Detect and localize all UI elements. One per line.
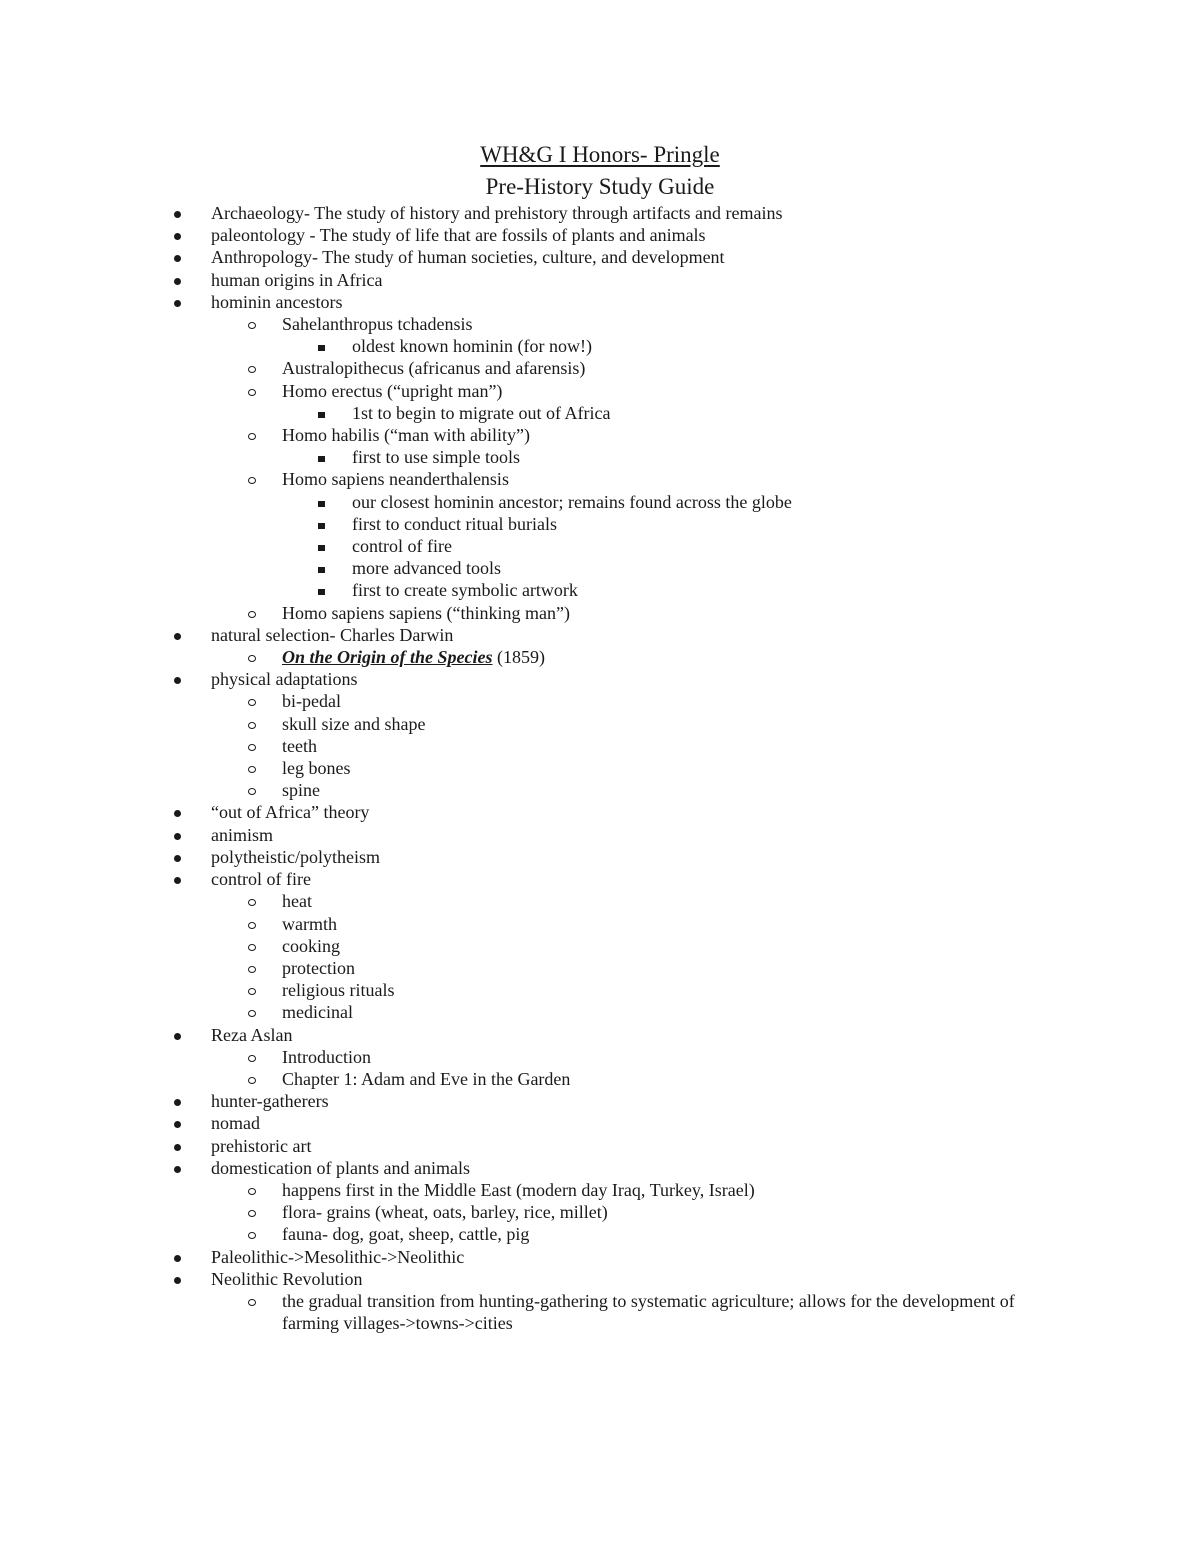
outline-item-text: first to create symbolic artwork: [352, 580, 578, 601]
outline-item-text: protection: [282, 957, 355, 978]
hollow-circle-bullet-icon: [248, 1232, 256, 1239]
filled-circle-bullet-icon: [174, 1166, 181, 1173]
hollow-circle-bullet-icon: [248, 366, 256, 373]
hollow-circle-bullet-icon: [248, 389, 256, 396]
hollow-circle-bullet-icon: [248, 1055, 256, 1062]
filled-circle-bullet-icon: [174, 300, 181, 307]
filled-circle-bullet-icon: [174, 833, 181, 840]
filled-circle-bullet-icon: [174, 877, 181, 884]
filled-circle-bullet-icon: [174, 1033, 181, 1040]
outline-item-text: paleontology - The study of life that are fossils of plants and animals: [211, 225, 706, 246]
outline-item-level-2: [0, 913, 1200, 935]
outline-item-level-2: [0, 979, 1200, 1001]
outline-item-level-1: [0, 824, 1200, 846]
outline-item-level-3: [0, 557, 1200, 579]
square-bullet-icon: [318, 501, 325, 507]
outline-item-level-1: [0, 1090, 1200, 1112]
filled-circle-bullet-icon: [174, 633, 181, 640]
hollow-circle-bullet-icon: [248, 766, 256, 773]
outline-item-text: teeth: [282, 735, 317, 756]
square-bullet-icon: [318, 345, 325, 351]
filled-circle-bullet-icon: [174, 677, 181, 684]
outline-item-level-1: [0, 1157, 1200, 1179]
outline-item-level-1: [0, 801, 1200, 823]
outline-item-level-2: [0, 1201, 1200, 1223]
outline-item-text: cooking: [282, 935, 340, 956]
outline-item-level-2: [0, 1068, 1200, 1090]
outline-item-text: fauna- dog, goat, sheep, cattle, pig: [282, 1224, 530, 1245]
outline-item-text: happens first in the Middle East (modern day Iraq, Turkey, Israel): [282, 1179, 755, 1200]
filled-circle-bullet-icon: [174, 1277, 181, 1284]
outline-item-text: flora- grains (wheat, oats, barley, rice, millet): [282, 1202, 608, 1223]
outline-item-level-2: [0, 468, 1200, 490]
hollow-circle-bullet-icon: [248, 1077, 256, 1084]
outline-item-level-3: [0, 579, 1200, 601]
outline-item-text: Homo habilis (“man with ability”): [282, 425, 530, 446]
study-guide-outline: [0, 202, 1200, 1334]
outline-item-text: more advanced tools: [352, 558, 501, 579]
hollow-circle-bullet-icon: [248, 722, 256, 729]
outline-item-level-2: [0, 713, 1200, 735]
outline-item-text: animism: [211, 824, 273, 845]
hollow-circle-bullet-icon: [248, 1299, 256, 1306]
hollow-circle-bullet-icon: [248, 1010, 256, 1017]
outline-item-level-1: [0, 1112, 1200, 1134]
outline-item-text: hominin ancestors: [211, 291, 343, 312]
filled-circle-bullet-icon: [174, 855, 181, 862]
hollow-circle-bullet-icon: [248, 433, 256, 440]
outline-item-level-2: [0, 313, 1200, 335]
outline-item-level-1: [0, 291, 1200, 313]
outline-item-text: bi-pedal: [282, 691, 341, 712]
square-bullet-icon: [318, 523, 325, 529]
outline-item-level-1: [0, 202, 1200, 224]
square-bullet-icon: [318, 412, 325, 418]
outline-item-text: “out of Africa” theory: [211, 802, 370, 823]
outline-item-text: Anthropology- The study of human societies, culture, and development: [211, 247, 725, 268]
hollow-circle-bullet-icon: [248, 966, 256, 973]
outline-item-text: Paleolithic->Mesolithic->Neolithic: [211, 1246, 465, 1267]
outline-item-text: first to use simple tools: [352, 447, 520, 468]
outline-item-level-1: [0, 624, 1200, 646]
outline-item-level-3: [0, 513, 1200, 535]
outline-item-text: warmth: [282, 913, 337, 934]
hollow-circle-bullet-icon: [248, 744, 256, 751]
outline-item-level-2: [0, 779, 1200, 801]
filled-circle-bullet-icon: [174, 1144, 181, 1151]
outline-item-level-1: [0, 1246, 1200, 1268]
hollow-circle-bullet-icon: [248, 988, 256, 995]
outline-item-text: Reza Aslan: [211, 1024, 293, 1045]
outline-item-level-2: [0, 602, 1200, 624]
outline-item-text: hunter-gatherers: [211, 1091, 329, 1112]
outline-item-level-2: [0, 757, 1200, 779]
outline-item-level-2: [0, 646, 1200, 668]
outline-item-level-1: [0, 269, 1200, 291]
outline-item-text: (1859): [492, 647, 546, 668]
hollow-circle-bullet-icon: [248, 1188, 256, 1195]
outline-item-level-3: [0, 402, 1200, 424]
outline-item-text: Introduction: [282, 1046, 371, 1067]
page-title: WH&G I Honors- Pringle: [480, 142, 720, 167]
outline-item-level-1: [0, 224, 1200, 246]
outline-item-text: the gradual transition from hunting-gathering to systematic agriculture; allows for the development of farming villages->towns->cities: [282, 1290, 1015, 1334]
outline-item-text: oldest known hominin (for now!): [352, 336, 592, 357]
outline-item-level-2: [0, 957, 1200, 979]
outline-item-level-2: [0, 1001, 1200, 1023]
outline-item-level-2: [0, 690, 1200, 712]
outline-item-text: spine: [282, 780, 320, 801]
outline-item-text: religious rituals: [282, 980, 395, 1001]
hollow-circle-bullet-icon: [248, 322, 256, 329]
filled-circle-bullet-icon: [174, 278, 181, 285]
outline-item-text: nomad: [211, 1113, 260, 1134]
outline-item-text: leg bones: [282, 758, 351, 779]
outline-item-text: polytheistic/polytheism: [211, 846, 380, 867]
outline-item-level-2: [0, 357, 1200, 379]
filled-circle-bullet-icon: [174, 1099, 181, 1106]
outline-item-text: Homo erectus (“upright man”): [282, 380, 503, 401]
filled-circle-bullet-icon: [174, 810, 181, 817]
outline-item-level-1: [0, 1268, 1200, 1290]
outline-item-level-3: [0, 491, 1200, 513]
outline-item-level-3: [0, 335, 1200, 357]
outline-item-level-2: [0, 380, 1200, 402]
outline-item-level-3: [0, 446, 1200, 468]
book-title: On the Origin of the Species: [282, 647, 493, 668]
outline-item-text: Neolithic Revolution: [211, 1268, 363, 1289]
outline-item-level-3: [0, 535, 1200, 557]
square-bullet-icon: [318, 545, 325, 551]
filled-circle-bullet-icon: [174, 1121, 181, 1128]
hollow-circle-bullet-icon: [248, 899, 256, 906]
outline-item-text: control of fire: [352, 536, 452, 557]
outline-item-text: heat: [282, 891, 312, 912]
outline-item-level-1: [0, 868, 1200, 890]
outline-item-level-2: [0, 1223, 1200, 1245]
outline-item-text: Australopithecus (africanus and afarensis): [282, 358, 586, 379]
outline-item-text: human origins in Africa: [211, 269, 383, 290]
outline-item-text: skull size and shape: [282, 713, 426, 734]
outline-item-level-1: [0, 1024, 1200, 1046]
hollow-circle-bullet-icon: [248, 477, 256, 484]
outline-item-level-2: [0, 735, 1200, 757]
outline-item-text: Homo sapiens sapiens (“thinking man”): [282, 602, 570, 623]
filled-circle-bullet-icon: [174, 233, 181, 240]
outline-item-level-1: [0, 846, 1200, 868]
outline-item-text: 1st to begin to migrate out of Africa: [352, 402, 611, 423]
hollow-circle-bullet-icon: [248, 655, 256, 662]
filled-circle-bullet-icon: [174, 1255, 181, 1262]
outline-item-level-2: [0, 1046, 1200, 1068]
outline-item-text: domestication of plants and animals: [211, 1157, 470, 1178]
outline-item-text: our closest hominin ancestor; remains found across the globe: [352, 491, 792, 512]
hollow-circle-bullet-icon: [248, 922, 256, 929]
outline-item-text: natural selection- Charles Darwin: [211, 624, 454, 645]
filled-circle-bullet-icon: [174, 211, 181, 218]
outline-item-level-1: [0, 246, 1200, 268]
square-bullet-icon: [318, 567, 325, 573]
outline-item-level-2: [0, 424, 1200, 446]
square-bullet-icon: [318, 589, 325, 595]
outline-item-level-2: [0, 890, 1200, 912]
outline-item-level-1: [0, 668, 1200, 690]
filled-circle-bullet-icon: [174, 255, 181, 262]
outline-item-text: control of fire: [211, 869, 311, 890]
page-subtitle: Pre-History Study Guide: [485, 174, 715, 199]
square-bullet-icon: [318, 456, 325, 462]
hollow-circle-bullet-icon: [248, 611, 256, 618]
hollow-circle-bullet-icon: [248, 699, 256, 706]
outline-item-level-1: [0, 1135, 1200, 1157]
outline-item-level-2: [0, 1290, 1057, 1334]
outline-item-text: Sahelanthropus tchadensis: [282, 314, 473, 335]
outline-item-text: Homo sapiens neanderthalensis: [282, 469, 509, 490]
outline-item-level-2: [0, 1179, 1200, 1201]
hollow-circle-bullet-icon: [248, 788, 256, 795]
outline-item-text: Chapter 1: Adam and Eve in the Garden: [282, 1068, 571, 1089]
outline-item-text: Archaeology- The study of history and prehistory through artifacts and remains: [211, 203, 783, 223]
outline-item-level-2: [0, 935, 1200, 957]
outline-item-text: first to conduct ritual burials: [352, 513, 557, 534]
hollow-circle-bullet-icon: [248, 944, 256, 951]
outline-item-text: medicinal: [282, 1002, 353, 1023]
outline-item-text: prehistoric art: [211, 1135, 312, 1156]
hollow-circle-bullet-icon: [248, 1210, 256, 1217]
outline-item-text: physical adaptations: [211, 669, 358, 690]
